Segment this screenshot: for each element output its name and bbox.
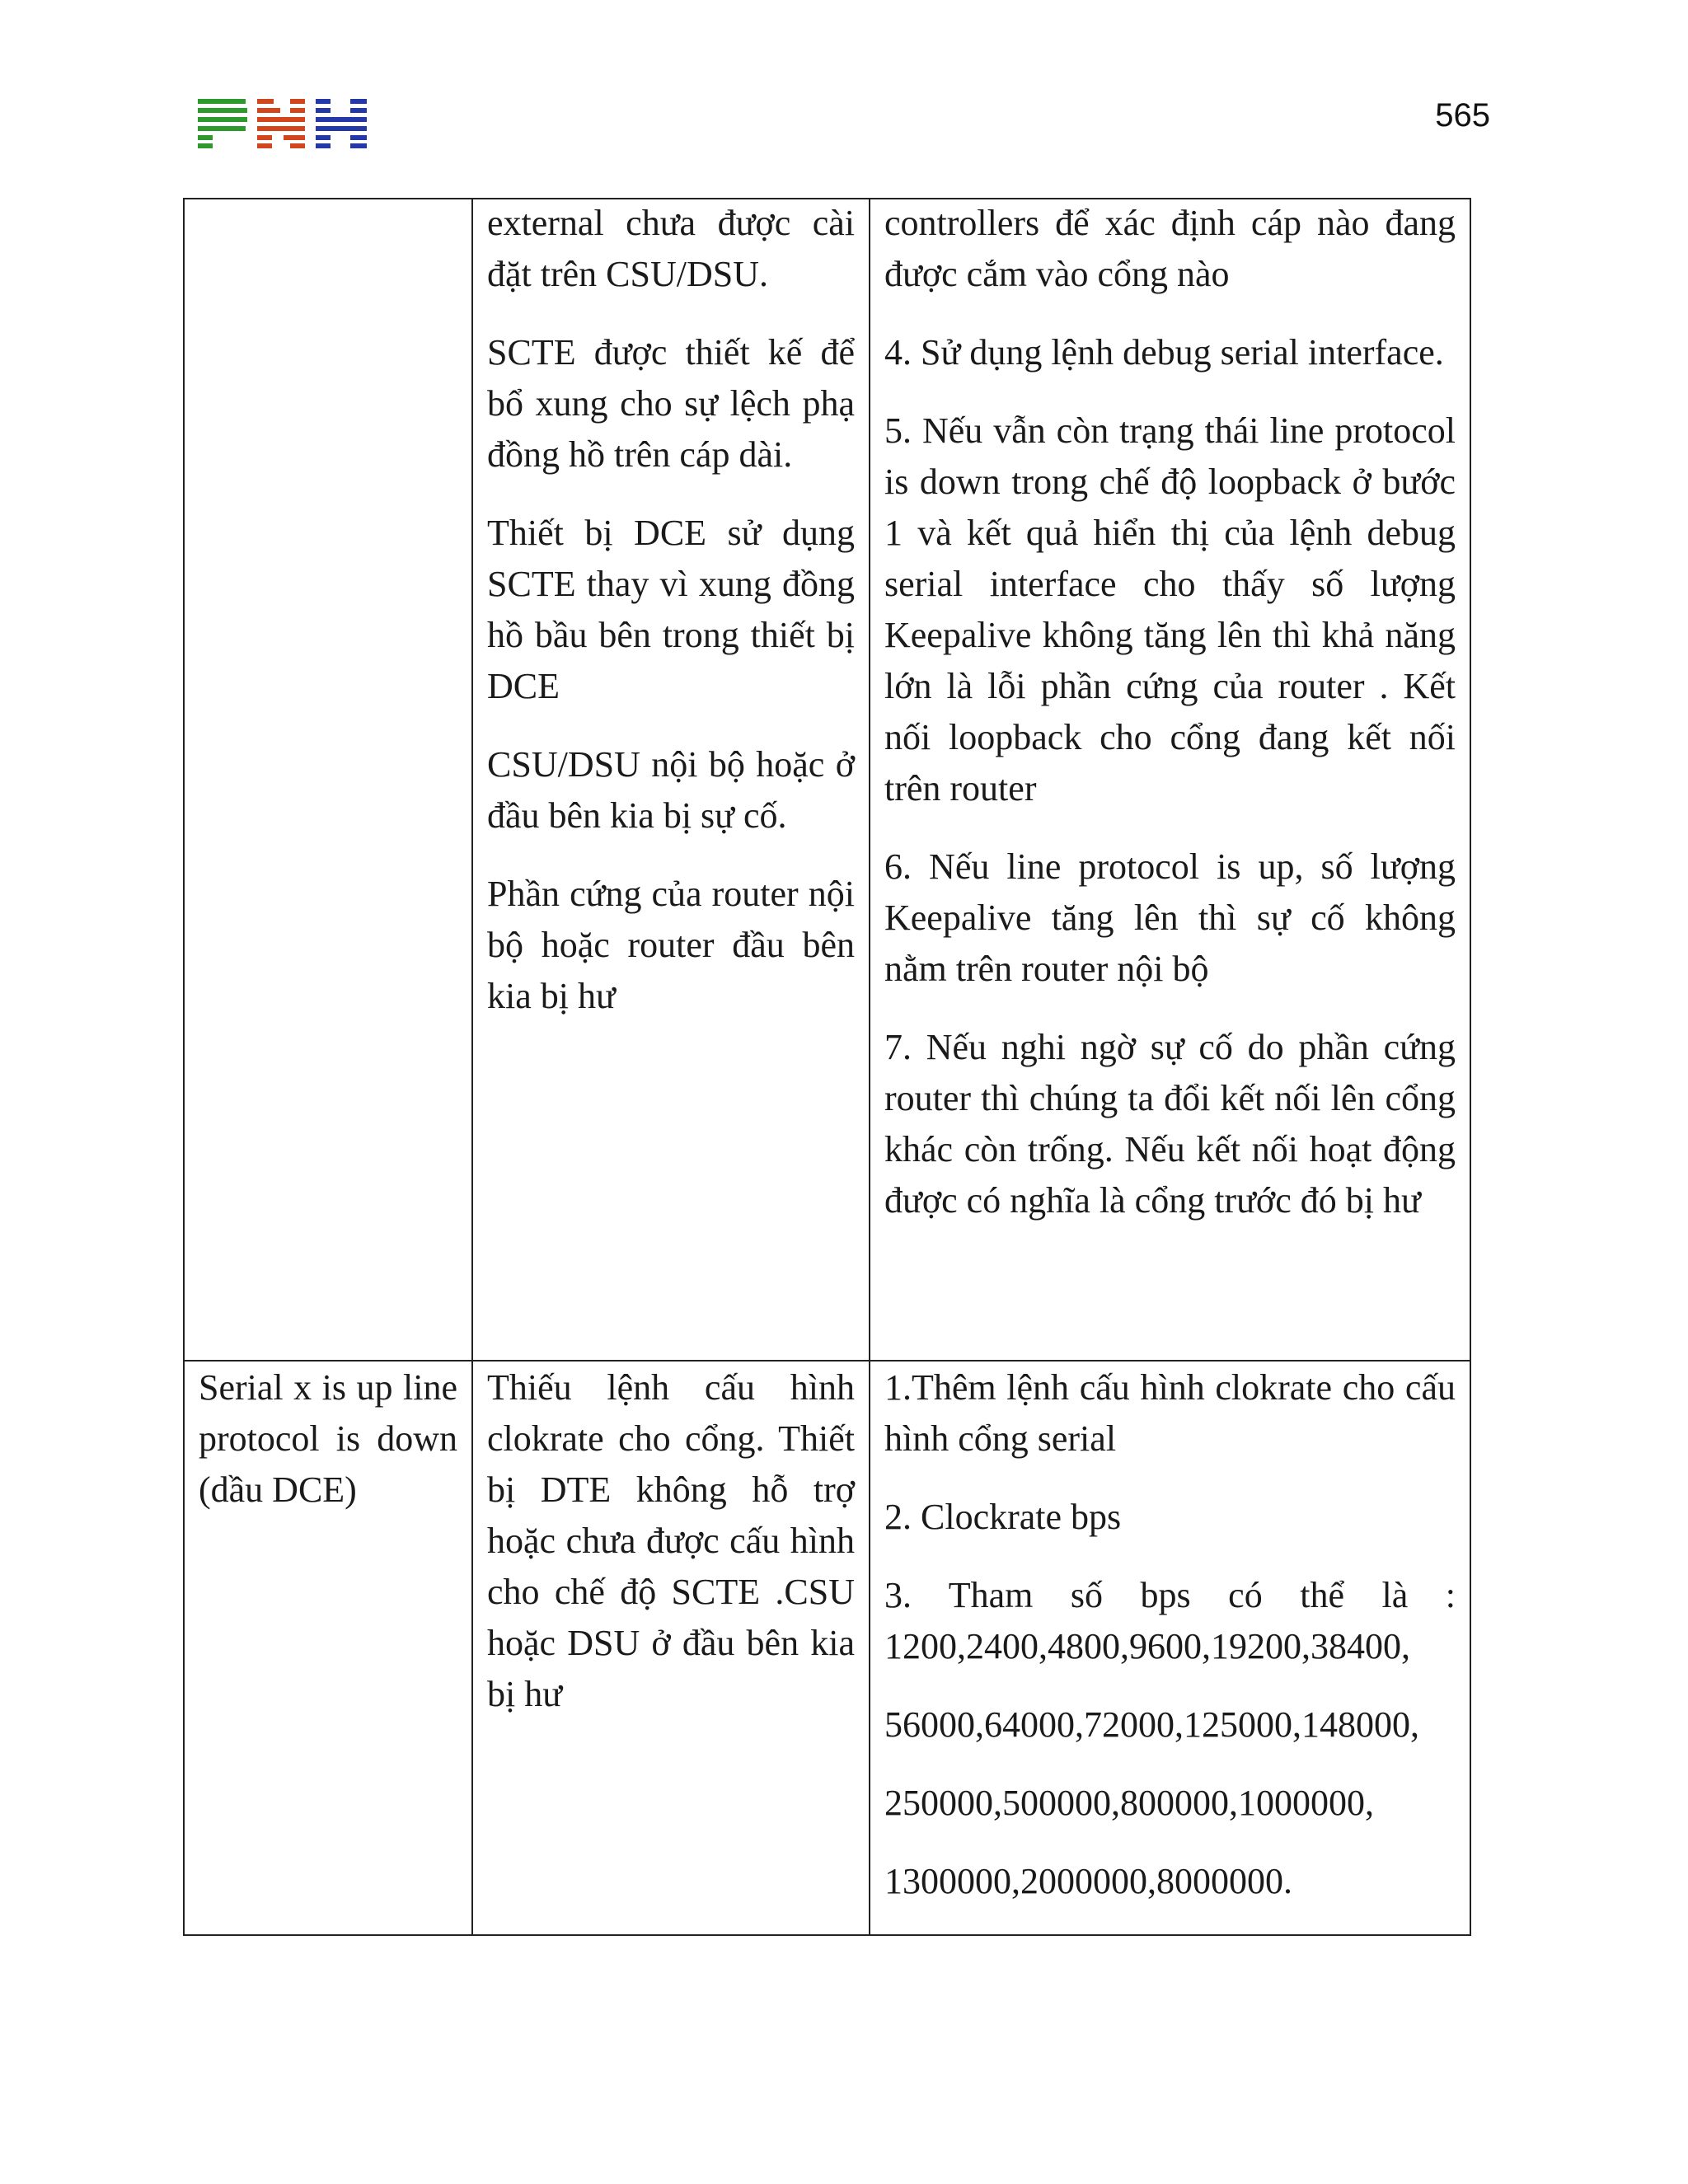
cell-paragraph: 1300000,2000000,8000000. [884, 1861, 1292, 1901]
cell-paragraph: 56000,64000,72000,125000,148000, [884, 1704, 1419, 1745]
cell-paragraph: 4. Sử dụng lệnh debug serial interface. [884, 332, 1444, 373]
table-cell-symptom [184, 199, 472, 1361]
cell-paragraph: Thiết bị DCE sử dụng SCTE thay vì xung đồng hồ bầu bên trong thiết bị DCE [487, 513, 855, 706]
cell-paragraph: 7. Nếu nghi ngờ sự cố do phần cứng router thì chúng ta đổi kết nối lên cổng khác còn trống. Nếu kết nối hoạt động được có nghĩa là cổng trước đó bị hư [884, 1027, 1456, 1221]
cell-paragraph: 6. Nếu line protocol is up, số lượng Keepalive tăng lên thì sự cố không nằm trên router nội bộ [884, 846, 1456, 989]
logo-letter-p [198, 99, 247, 148]
pnh-logo [198, 99, 367, 148]
cell-paragraph: 1.Thêm lệnh cấu hình clokrate cho cấu hình cổng serial [884, 1367, 1456, 1459]
cell-paragraph: 250000,500000,800000,1000000, [884, 1783, 1374, 1823]
logo-letter-h [316, 99, 367, 148]
cell-paragraph: 2. Clockrate bps [884, 1497, 1122, 1537]
cell-paragraph: Phần cứng của router nội bộ hoặc router đầu bên kia bị hư [487, 874, 855, 1016]
table-row [184, 1361, 1470, 1935]
cell-paragraph: 3. Tham số bps có thể là : 1200,2400,4800,9600,19200,38400, [884, 1575, 1456, 1666]
table-cell-symptom [184, 1361, 472, 1935]
page-number: 565 [1435, 97, 1490, 134]
table-cell-cause [472, 199, 870, 1361]
cell-paragraph: SCTE được thiết kế để bổ xung cho sự lệch phạ đồng hồ trên cáp dài. [487, 332, 855, 475]
cell-paragraph: 5. Nếu vẫn còn trạng thái line protocol is down trong chế độ loopback ở bước 1 và kết quả hiển thị của lệnh debug serial interface cho thấy số lượng Keepalive không tăng lên thì khả năng lớn là lỗi phần cứng của router . Kết nối loopback cho cổng đang kết nối trên router [884, 410, 1456, 808]
troubleshooting-table [183, 198, 1471, 1936]
table-cell-action [870, 199, 1470, 1361]
logo-letter-n [257, 99, 305, 148]
cell-paragraph: Serial x is up line protocol is down (dầu DCE) [199, 1367, 457, 1510]
table-cell-action [870, 1361, 1470, 1935]
cell-paragraph: CSU/DSU nội bộ hoặc ở đầu bên kia bị sự cố. [487, 744, 855, 836]
cell-paragraph: Thiếu lệnh cấu hình clokrate cho cổng. Thiết bị DTE không hỗ trợ hoặc chưa được cấu hình cho chế độ SCTE .CSU hoặc DSU ở đầu bên kia bị hư [487, 1367, 855, 1714]
table-cell-cause [472, 1361, 870, 1935]
table-row [184, 199, 1470, 1361]
cell-paragraph: external chưa được cài đặt trên CSU/DSU. [487, 203, 855, 294]
cell-paragraph: controllers để xác định cáp nào đang được cắm vào cổng nào [884, 203, 1456, 294]
pnh-logo-graphic [198, 99, 367, 148]
